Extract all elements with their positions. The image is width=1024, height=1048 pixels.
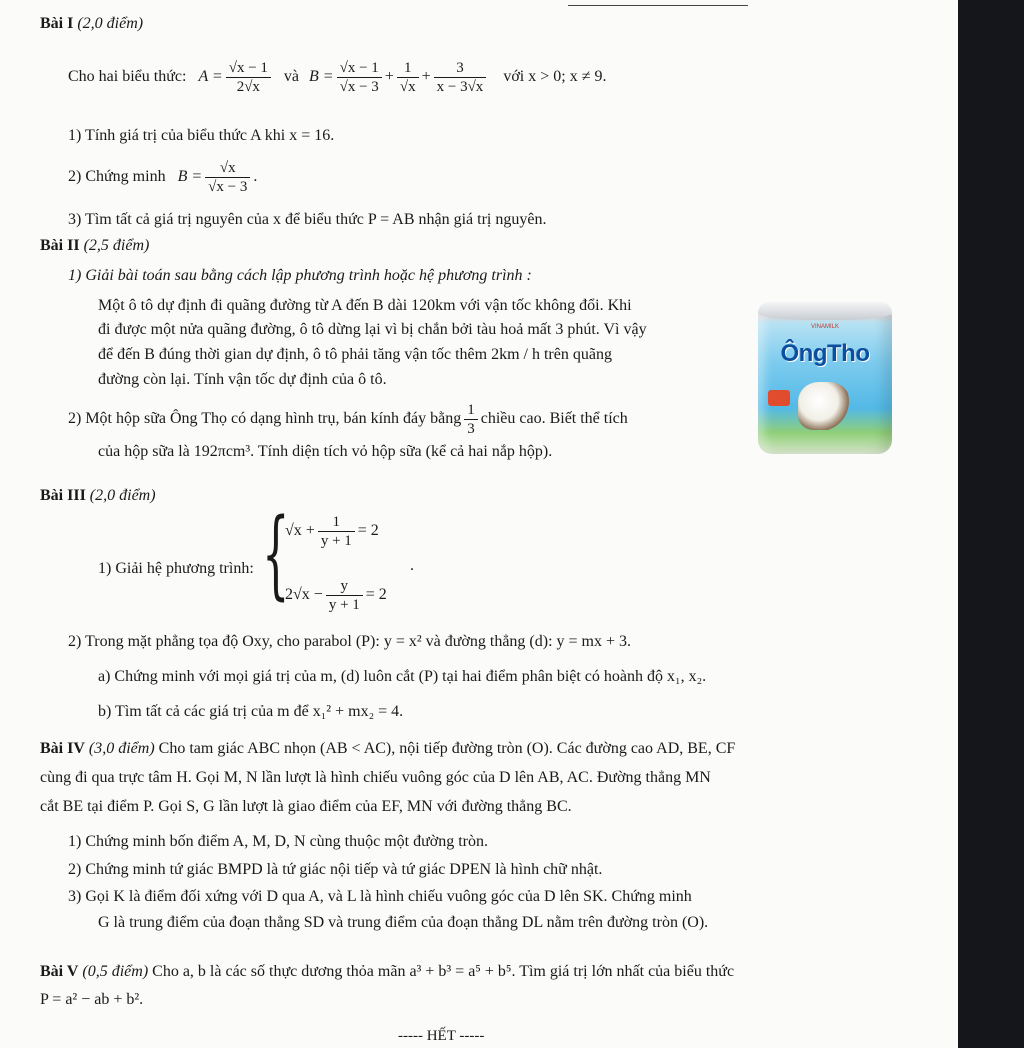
bai3-eq-end: .: [410, 557, 414, 574]
bai4-q3b: G là trung điểm của đoạn thẳng SD và trung điểm của đoạn thẳng DL nằm trên đường tròn (O).: [98, 914, 709, 931]
bai3-qb: b) Tìm tất cả các giá trị của m để x₁² + mx₂ = 4.: [98, 703, 404, 720]
can-cow-illustration: [798, 382, 850, 430]
bai1-heading: Bài I (2,0 điểm): [40, 15, 144, 32]
bai2-p3: để đến B đúng thời gian dự định, ô tô phải tăng vận tốc thêm 2km / h trên quãng: [98, 346, 612, 363]
header-rule: [568, 5, 748, 6]
bai4-q1: 1) Chứng minh bốn điểm A, M, D, N cùng thuộc một đường tròn.: [68, 833, 489, 850]
bai2-q2-line2: của hộp sữa là 192πcm³. Tính diện tích vỏ hộp sữa (kể cả hai nắp hộp).: [98, 443, 553, 460]
bai3-heading: Bài III (2,0 điểm): [40, 487, 156, 504]
bai3-q2: 2) Trong mặt phẳng tọa độ Oxy, cho parabol (P): y = x² và đường thẳng (d): y = mx + 3.: [68, 633, 632, 650]
bai1-q3: 3) Tìm tất cả giá trị nguyên của x để biểu thức P = AB nhận giá trị nguyên.: [68, 211, 547, 228]
fraction-one-third: $\frac{1}{3}$: [464, 401, 478, 438]
bai2-p4: đường còn lại. Tính vận tốc dự định của ô tô.: [98, 371, 387, 388]
bai4-line1: Bài IV (3,0 điểm) Cho tam giác ABC nhọn (AB < AC), nội tiếp đường tròn (O). Các đường cao AD, BE, CF: [40, 740, 736, 757]
bai2-heading: Bài II (2,5 điểm): [40, 237, 150, 254]
bai3-q1: 1) Giải hệ phương trình:: [98, 560, 254, 577]
bai5-line1: Bài V (0,5 điểm) Cho a, b là các số thực dương thỏa mãn a³ + b³ = a⁵ + b⁵. Tìm giá trị lớn nhất của biểu thức: [40, 963, 735, 980]
bai1-expressions: Cho hai biểu thức: A = $\frac{√x - 1}{2√x}$ và B = $\frac{√x - 1}{√x - 3}$ + $\frac{1}{√x}$ + $\frac{3}{x - 3√x}$ với x > 0; x ≠ 9.: [68, 59, 607, 95]
bai3-eq2: 2√x − $\frac{y}{y + 1}$ = 2: [285, 577, 387, 613]
bai4-line2: cùng đi qua trực tâm H. Gọi M, N lần lượt là hình chiếu vuông góc của D lên AB, AC. Đường thẳng MN: [40, 769, 711, 786]
bai4-line3: cắt BE tại điểm P. Gọi S, G lần lượt là giao điểm của EF, MN với đường thẳng BC.: [40, 798, 572, 815]
bai3-eq1: √x + $\frac{1}{y + 1}$ = 2: [285, 513, 379, 549]
end-marker: ----- HẾT -----: [398, 1028, 485, 1044]
bai5-line2: P = a² − ab + b².: [40, 991, 144, 1008]
bai2-q2: 2) Một hộp sữa Ông Thọ có dạng hình trụ, bán kính đáy bằng $\frac{1}{3}$ chiều cao. Biết thể tích: [68, 401, 628, 437]
can-lid: [758, 302, 892, 320]
bai1-q2: 2) Chứng minh B = $\frac{√x}{√x - 3}$ .: [68, 159, 258, 195]
dark-side-strip: [958, 0, 1024, 1048]
can-maker-label: VINAMILK: [810, 324, 839, 330]
bai2-q1: 1) Giải bài toán sau bằng cách lập phương trình hoặc hệ phương trình :: [68, 267, 532, 284]
system-brace: {: [262, 498, 290, 610]
bai1-q1: 1) Tính giá trị của biểu thức A khi x = 16.: [68, 127, 335, 144]
milk-can-image: [758, 302, 892, 454]
fraction-b1: $\frac{√x - 1}{√x - 3}$: [337, 59, 382, 96]
bai3-qa: a) Chứng minh với mọi giá trị của m, (d) luôn cắt (P) tại hai điểm phân biệt có hoành độ x₁, x₂.: [98, 668, 707, 685]
can-badge: [768, 390, 790, 406]
can-brand-label: ÔngTho: [780, 340, 870, 367]
fraction-q2: $\frac{√x}{√x - 3}$: [205, 159, 250, 196]
bai2-p2: đi được một nửa quãng đường, ô tô dừng lại vì bị chắn bởi tàu hoả mất 3 phút. Vì vậy: [98, 321, 647, 338]
bai2-p1: Một ô tô dự định đi quãng đường từ A đến B dài 120km với vận tốc không đổi. Khi: [98, 297, 632, 314]
fraction-b3: $\frac{3}{x - 3√x}$: [434, 59, 487, 96]
fraction-b2: $\frac{1}{√x}$: [397, 59, 419, 96]
fraction-a: $\frac{√x - 1}{2√x}$: [226, 59, 271, 96]
bai4-q3: 3) Gọi K là điểm đối xứng với D qua A, và L là hình chiếu vuông góc của D lên SK. Chứng minh: [68, 888, 692, 905]
bai4-q2: 2) Chứng minh tứ giác BMPD là tứ giác nội tiếp và tứ giác DPEN là hình chữ nhật.: [68, 861, 603, 878]
